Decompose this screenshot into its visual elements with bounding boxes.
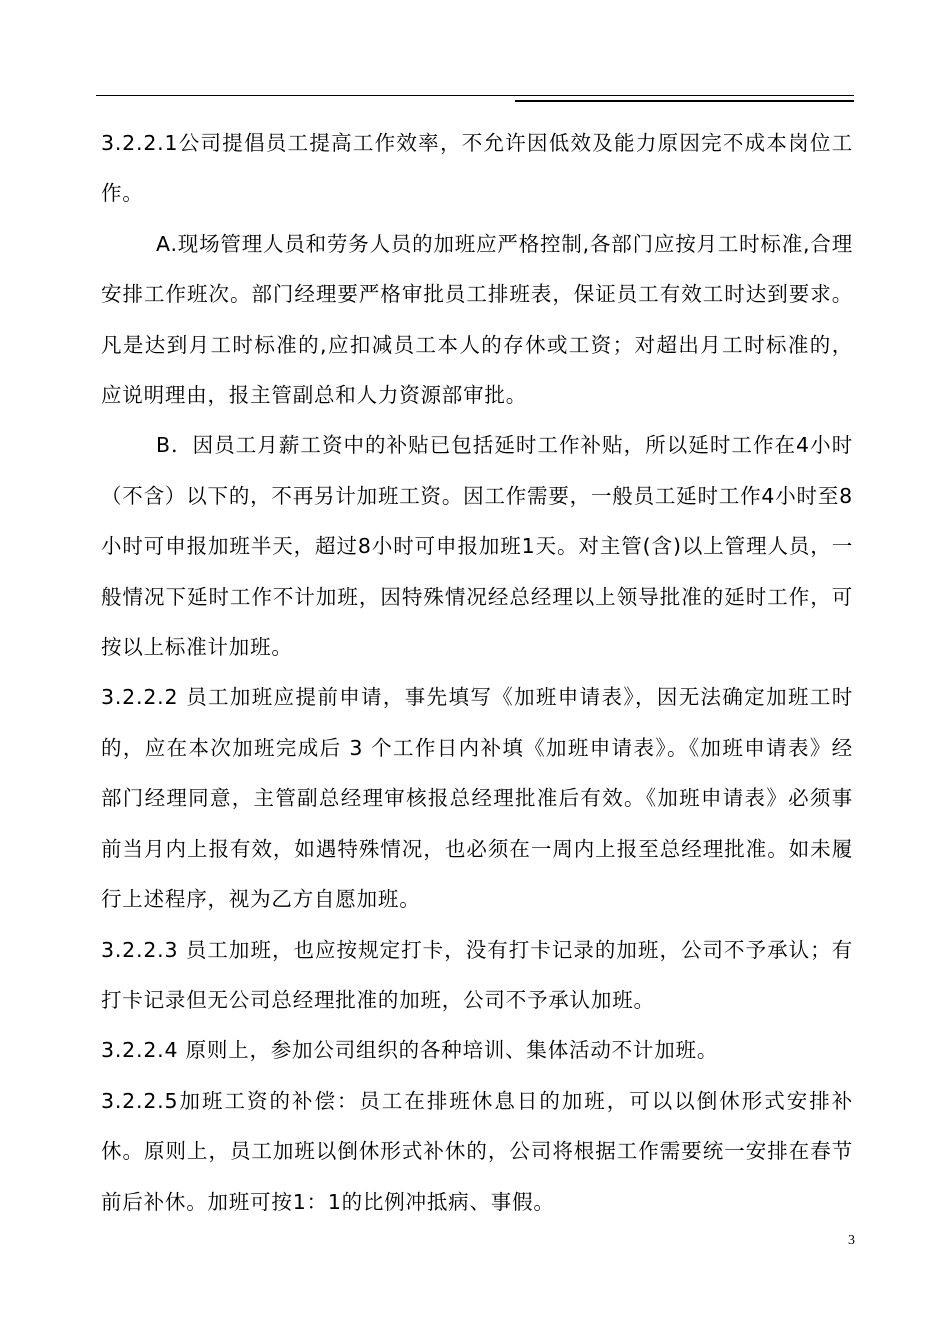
paragraph-item-a: A.现场管理人员和劳务人员的加班应严格控制,各部门应按月工时标准,合理安排工作班次。部门经理要严格审批员工排班表，保证员工有效工时达到要求。凡是达到月工时标准的,应扣减员工本人的存休或工资；对超出月工时标准的，应说明理由，报主管副总和人力资源部审批。	[101, 231, 853, 408]
paragraph-3-2-2-3: 3.2.2.3 员工加班，也应按规定打卡，没有打卡记录的加班，公司不予承认；有打卡记录但无公司总经理批准的加班，公司不予承认加班。	[101, 937, 853, 1012]
header-rule-thick	[515, 100, 854, 102]
paragraph-3-2-2-1: 3.2.2.1公司提倡员工提高工作效率，不允许因低效及能力原因完不成本岗位工作。	[101, 131, 853, 206]
paragraph-item-b: B．因员工月薪工资中的补贴已包括延时工作补贴，所以延时工作在4小时（不含）以下的，不再另计加班工资。因工作需要，一般员工延时工作4小时至8小时可申报加班半天，超过8小时可申报加班1天。对主管(含)以上管理人员，一般情况下延时工作不计加班，因特殊情况经总经理以上领导批准的延时工作，可按以上标准计加班。	[101, 433, 853, 660]
page-number: 3	[848, 1233, 855, 1248]
paragraph-3-2-2-2: 3.2.2.2 员工加班应提前申请，事先填写《加班申请表》，因无法确定加班工时的，应在本次加班完成后 3 个工作日内补填《加班申请表》。《加班申请表》经部门经理同意，主管副总经理审核报总经理批准后有效。《加班申请表》必须事前当月内上报有效，如遇特殊情况，也必须在一周内上报至总经理批准。如未履行上述程序，视为乙方自愿加班。	[101, 685, 853, 912]
paragraph-3-2-2-5: 3.2.2.5加班工资的补偿：员工在排班休息日的加班，可以以倒休形式安排补休。原则上，员工加班以倒休形式补休的，公司将根据工作需要统一安排在春节前后补休。加班可按1：1的比例冲抵病、事假。	[101, 1088, 853, 1214]
header-rule-thin	[96, 95, 854, 96]
document-body	[101, 118, 853, 1227]
paragraph-3-2-2-4: 3.2.2.4 原则上，参加公司组织的各种培训、集体活动不计加班。	[101, 1038, 719, 1063]
